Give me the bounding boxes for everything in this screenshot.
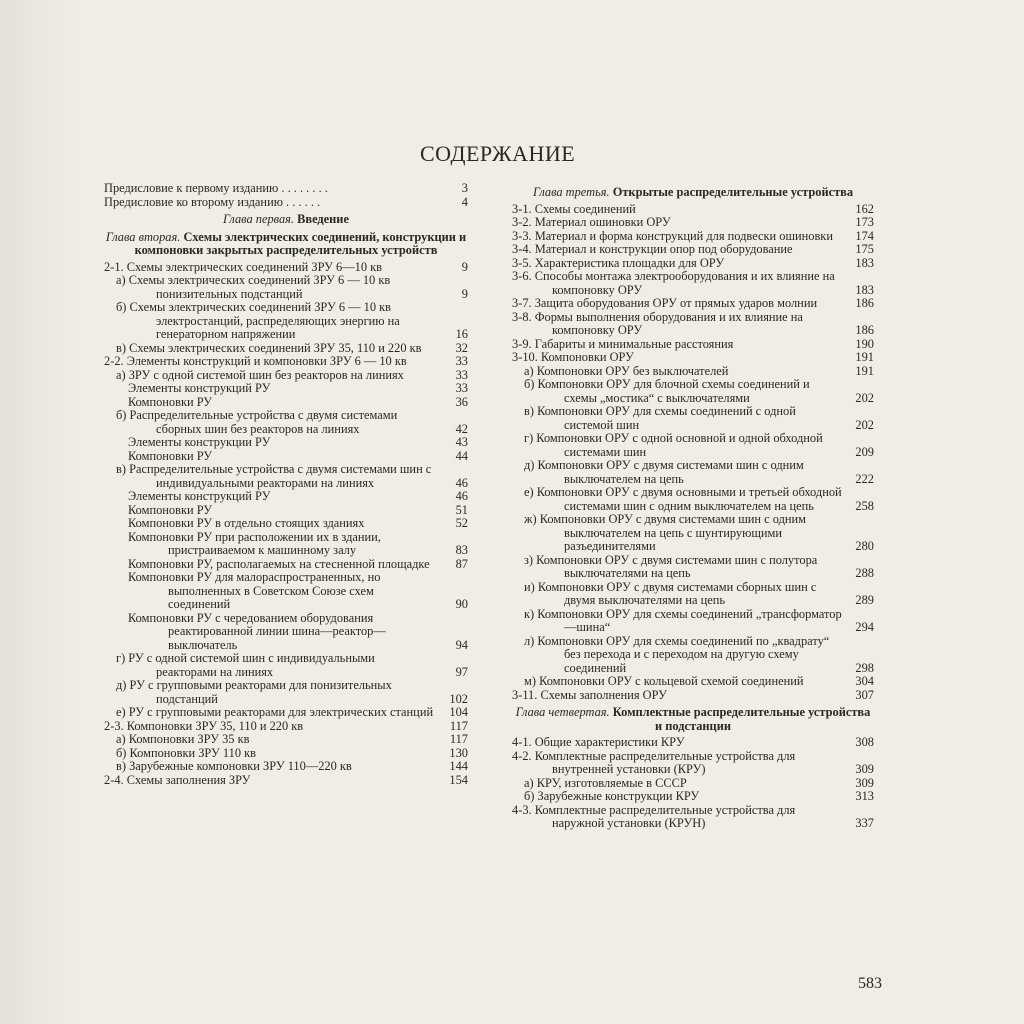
toc-entry	[512, 459, 874, 486]
toc-entry-title: и) Компоновки ОРУ с двумя системами сборных шин с двумя выключателями на цепь	[524, 579, 817, 607]
toc-entry-title: Компоновки РУ	[128, 448, 213, 463]
toc-entry-page: 130	[449, 745, 468, 760]
toc-entry	[512, 230, 874, 244]
toc-entry	[104, 396, 468, 410]
toc-entry	[104, 369, 468, 383]
toc-entry-page: 309	[855, 762, 874, 776]
toc-entry	[512, 675, 874, 689]
toc-entry	[512, 635, 874, 676]
toc-entry	[104, 355, 468, 369]
toc-entry	[512, 777, 874, 791]
toc-entry-page: 32	[455, 340, 468, 355]
toc-entry-title: д) РУ с групповыми реакторами для понизительных подстанций	[116, 678, 392, 706]
toc-entry-page: 36	[455, 394, 468, 409]
toc-entry	[104, 450, 468, 464]
toc-entry	[512, 203, 874, 217]
toc-entry-page: 117	[449, 718, 468, 733]
toc-right-column	[512, 182, 874, 831]
toc-entry-title: 2-2. Элементы конструкций и компоновки ЗРУ 6 — 10 кв	[104, 354, 407, 368]
toc-entry-page: 183	[855, 255, 874, 270]
toc-entry-title: 3-1. Схемы соединений	[512, 201, 636, 216]
toc-entry-page: 162	[855, 201, 874, 216]
toc-entry	[104, 274, 468, 301]
toc-entry-title: 3-9. Габариты и минимальные расстояния	[512, 336, 734, 351]
toc-entry	[104, 261, 468, 275]
toc-entry	[512, 257, 874, 271]
toc-entry	[104, 196, 468, 210]
toc-entry	[512, 432, 874, 459]
toc-entry	[104, 463, 468, 490]
toc-entry-title: е) РУ с групповыми реакторами для электрических станций	[116, 705, 434, 719]
toc-entry-page: 307	[855, 687, 874, 702]
toc-entry-page: 258	[855, 498, 874, 513]
toc-entry	[104, 706, 468, 720]
toc-entry-page: 46	[455, 475, 468, 490]
toc-entry-title: Предисловие к первому изданию . . . . . . . .	[104, 181, 328, 195]
toc-entry-page: 222	[855, 471, 874, 486]
toc-entry	[104, 301, 468, 342]
toc-entry-page: 42	[455, 421, 468, 436]
toc-entry	[104, 182, 468, 196]
page-title: СОДЕРЖАНИЕ	[420, 141, 576, 166]
toc-entry-page: 186	[855, 296, 874, 310]
toc-entry-title: б) Зарубежные конструкции КРУ	[524, 789, 700, 803]
chapter-number: Глава третья.	[532, 185, 610, 199]
toc-entry-title: б) Распределительные устройства с двумя системами сборных шин без реакторов на линиях	[116, 408, 398, 436]
toc-entry-page: 183	[855, 282, 874, 297]
toc-entry-page: 97	[455, 664, 468, 679]
page-number: 583	[858, 975, 882, 992]
toc-entry-title: в) Схемы электрических соединений ЗРУ 35, 110 и 220 кв	[116, 340, 422, 355]
toc-entry	[512, 804, 874, 831]
toc-entry-title: 2-1. Схемы электрических соединений ЗРУ 6—10 кв	[104, 259, 382, 274]
chapter-heading	[512, 706, 874, 733]
toc-entry-title: 4-3. Комплектные распределительные устройства для наружной установки (КРУН)	[512, 802, 796, 830]
toc-entry-title: Компоновки РУ, располагаемых на стесненной площадке	[128, 556, 430, 571]
chapter-heading	[104, 231, 468, 258]
book-spine-shadow	[0, 0, 78, 1024]
toc-entry-title: 3-8. Формы выполнения оборудования и их влияние на компоновку ОРУ	[512, 309, 803, 337]
toc-entry-title: 3-3. Материал и форма конструкций для подвески ошиновки	[512, 228, 833, 243]
toc-entry	[104, 679, 468, 706]
toc-left-column	[104, 182, 468, 787]
toc-entry-page: 154	[449, 772, 468, 787]
toc-entry	[512, 750, 874, 777]
toc-entry-title: 3-4. Материал и конструкции опор под оборудование	[512, 242, 793, 256]
toc-entry-title: б) Компоновки ЗРУ 110 кв	[116, 745, 256, 760]
toc-entry-page: 309	[855, 775, 874, 790]
toc-entry-page: 43	[455, 435, 468, 449]
toc-entry-title: Элементы конструкции РУ	[128, 435, 271, 449]
toc-entry-title: Компоновки РУ	[128, 502, 213, 517]
toc-entry-page: 9	[461, 286, 468, 301]
toc-entry-title: м) Компоновки ОРУ с кольцевой схемой соединений	[524, 674, 804, 688]
toc-entry-page: 175	[855, 242, 874, 256]
toc-entry-page: 16	[455, 327, 468, 341]
toc-entry-title: д) Компоновки ОРУ с двумя системами шин с одним выключателем на цепь	[524, 458, 804, 486]
toc-entry	[104, 720, 468, 734]
toc-entry-title: Элементы конструкций РУ	[128, 381, 271, 395]
toc-entry-page: 308	[855, 735, 874, 749]
toc-entry	[104, 490, 468, 504]
toc-entry	[104, 733, 468, 747]
toc-entry	[104, 747, 468, 761]
toc-entry-title: 4-2. Комплектные распределительные устройства для внутренней установки (КРУ)	[512, 748, 796, 776]
toc-entry-title: 3-6. Способы монтажа электрооборудования и их влияние на компоновку ОРУ	[512, 269, 835, 297]
toc-entry-title: в) Компоновки ОРУ для схемы соединений с одной системой шин	[524, 404, 796, 432]
toc-entry-page: 33	[455, 367, 468, 382]
toc-entry	[512, 297, 874, 311]
toc-entry-title: б) Схемы электрических соединений ЗРУ 6 — 10 кв электростанций, распределяющих энергию на генераторном напряжении	[116, 300, 400, 341]
toc-entry-page: 280	[855, 539, 874, 553]
toc-entry	[512, 513, 874, 554]
toc-entry-title: 3-11. Схемы заполнения ОРУ	[512, 687, 667, 702]
toc-entry-title: Компоновки РУ в отдельно стоящих зданиях	[128, 516, 365, 530]
toc-entry-page: 288	[855, 566, 874, 580]
toc-entry-page: 51	[455, 502, 468, 517]
toc-entry-title: а) ЗРУ с одной системой шин без реакторов на линиях	[116, 367, 404, 382]
toc-entry	[104, 436, 468, 450]
toc-entry-page: 33	[455, 381, 468, 395]
toc-entry-title: Компоновки РУ для малораспространенных, но выполненных в Советском Союзе схем соединений	[128, 570, 381, 611]
toc-entry-page: 313	[855, 789, 874, 803]
toc-entry-page: 191	[855, 350, 874, 364]
toc-entry-title: в) Зарубежные компоновки ЗРУ 110—220 кв	[116, 759, 352, 773]
toc-entry-title: л) Компоновки ОРУ для схемы соединений по „квадрату“ без перехода и с переходом на другую схему соединений	[524, 633, 830, 675]
toc-entry	[512, 243, 874, 257]
toc-entry-title: е) Компоновки ОРУ с двумя основными и третьей обходной системами шин с одним выключателем на цепь	[524, 485, 842, 513]
toc-entry-title: а) КРУ, изготовляемые в СССР	[524, 775, 687, 790]
toc-entry-page: 90	[455, 597, 468, 611]
toc-entry-page: 102	[449, 691, 468, 706]
toc-entry-page: 46	[455, 489, 468, 503]
toc-entry	[512, 790, 874, 804]
toc-entry	[104, 652, 468, 679]
toc-entry-page: 202	[855, 390, 874, 405]
toc-entry-title: 4-1. Общие характеристики КРУ	[512, 735, 685, 749]
toc-entry-page: 186	[855, 323, 874, 337]
toc-entry-title: Компоновки РУ при расположении их в здании, пристраиваемом к машинному залу	[128, 529, 381, 557]
toc-entry	[512, 338, 874, 352]
toc-entry-title: 2-4. Схемы заполнения ЗРУ	[104, 772, 251, 787]
toc-entry-title: 2-3. Компоновки ЗРУ 35, 110 и 220 кв	[104, 718, 304, 733]
toc-entry	[104, 558, 468, 572]
toc-entry-page: 4	[461, 194, 468, 209]
toc-entry-page: 173	[855, 215, 874, 229]
toc-entry-title: г) РУ с одной системой шин с индивидуальными реакторами на линиях	[116, 651, 375, 679]
toc-entry-page: 52	[455, 516, 468, 530]
toc-entry-page: 190	[855, 336, 874, 351]
toc-entry	[104, 531, 468, 558]
toc-entry	[512, 405, 874, 432]
toc-entry	[512, 608, 874, 635]
chapter-heading	[104, 213, 468, 227]
toc-entry-page: 174	[855, 228, 874, 243]
toc-entry-title: з) Компоновки ОРУ с двумя системами шин с полутора выключателями на цепь	[524, 552, 818, 580]
toc-entry	[104, 612, 468, 653]
toc-entry-title: к) Компоновки ОРУ для схемы соединений „трансформатор—шина“	[524, 606, 842, 634]
chapter-title: Открытые распределительные устройства	[612, 185, 854, 199]
toc-entry-title: б) Компоновки ОРУ для блочной схемы соединений и схемы „мостика“ с выключателями	[524, 377, 810, 405]
chapter-number: Глава вторая.	[105, 229, 181, 244]
toc-entry-page: 44	[455, 448, 468, 463]
toc-entry	[512, 554, 874, 581]
chapter-number: Глава четвертая.	[515, 705, 610, 719]
toc-entry-page: 33	[455, 354, 468, 368]
chapter-title: Комплектные распределительные устройства и подстанции	[612, 705, 871, 733]
chapter-heading	[512, 186, 874, 200]
toc-entry-page: 3	[461, 181, 468, 195]
toc-entry-page: 87	[455, 556, 468, 571]
toc-entry	[512, 351, 874, 365]
toc-entry-title: г) Компоновки ОРУ с одной основной и одной обходной системами шин	[524, 431, 823, 459]
toc-entry-title: а) Компоновки ОРУ без выключателей	[524, 363, 729, 378]
toc-entry	[104, 517, 468, 531]
toc-entry-title: 3-10. Компоновки ОРУ	[512, 350, 634, 364]
toc-entry-page: 298	[855, 660, 874, 675]
toc-entry	[104, 409, 468, 436]
toc-entry-title: 3-7. Защита оборудования ОРУ от прямых ударов молнии	[512, 296, 818, 310]
toc-entry-page: 337	[855, 816, 874, 830]
chapter-number: Глава первая.	[223, 212, 294, 226]
toc-entry-page: 117	[449, 732, 468, 746]
toc-entry	[512, 736, 874, 750]
toc-entry-title: а) Схемы электрических соединений ЗРУ 6 — 10 кв понизительных подстанций	[116, 273, 391, 301]
toc-entry	[104, 504, 468, 518]
toc-entry-page: 294	[855, 620, 874, 634]
toc-entry-page: 191	[855, 363, 874, 378]
toc-entry	[512, 486, 874, 513]
toc-entry-page: 9	[461, 259, 468, 274]
toc-entry	[512, 581, 874, 608]
toc-entry-page: 104	[449, 705, 468, 719]
toc-entry-page: 209	[855, 444, 874, 459]
toc-entry	[512, 270, 874, 297]
toc-entry	[104, 342, 468, 356]
toc-entry-title: 3-2. Материал ошиновки ОРУ	[512, 215, 671, 229]
toc-entry-title: в) Распределительные устройства с двумя системами шин с индивидуальными реакторами на линиях	[116, 462, 432, 490]
toc-entry	[512, 216, 874, 230]
toc-entry	[104, 760, 468, 774]
toc-entry-title: Компоновки РУ	[128, 394, 213, 409]
chapter-title: Схемы электрических соединений, конструкции и компоновки закрытых распределительных устройств	[134, 229, 467, 257]
toc-entry-page: 83	[455, 543, 468, 557]
toc-entry-page: 289	[855, 593, 874, 607]
toc-entry	[104, 571, 468, 612]
toc-entry-page: 144	[449, 759, 468, 773]
toc-entry-title: Компоновки РУ с чередованием оборудования реактированной линии шина—реактор—выключатель	[128, 610, 386, 652]
toc-entry	[512, 378, 874, 405]
chapter-title: Введение	[297, 212, 349, 226]
toc-entry-title: ж) Компоновки ОРУ с двумя системами шин с одним выключателем на цепь с шунтирующими разъединителями	[524, 512, 806, 553]
toc-entry-page: 202	[855, 417, 874, 432]
toc-entry-title: а) Компоновки ЗРУ 35 кв	[116, 732, 250, 746]
toc-entry	[512, 311, 874, 338]
toc-entry	[512, 689, 874, 703]
toc-entry-page: 304	[855, 674, 874, 688]
toc-entry	[512, 365, 874, 379]
toc-entry	[104, 382, 468, 396]
toc-entry	[104, 774, 468, 788]
toc-entry-title: Элементы конструкций РУ	[128, 489, 271, 503]
toc-entry-page: 94	[455, 637, 468, 652]
toc-entry-title: Предисловие ко второму изданию . . . . . .	[104, 194, 321, 209]
toc-entry-title: 3-5. Характеристика площадки для ОРУ	[512, 255, 725, 270]
